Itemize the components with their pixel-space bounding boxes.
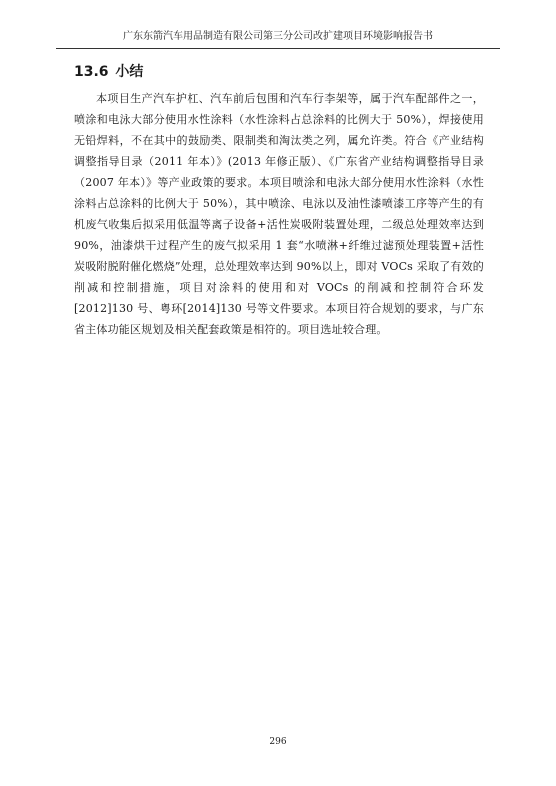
section-heading [74, 62, 484, 82]
page-number: 296 [269, 737, 287, 747]
summary-paragraph: 本项目生产汽车护杠、汽车前后包围和汽车行李架等，属于汽车配部件之一，喷涂和电泳大部分使用水性涂料（水性涂料占总涂料的比例大于 50%），焊接使用无铅焊料，不在其中的鼓励类、限制类和淘汰类之列，属允许类。符合《产业结构调整指导目录（2011 年本）》(2013 年修正版）、《广东省产业结构调整指导目录（2007 年本）》等产业政策的要求。本项目喷涂和电泳大部分使用水性涂料（水性涂料占总涂料的比例大于 50%），其中喷涂、电泳以及油性漆喷漆工序等产生的有机废气收集后拟采用低温等离子设备+活性炭吸附装置处理，二级总处理效率达到 90%，油漆烘干过程产生的废气拟采用 1 套“水喷淋+纤维过滤预处理装置+活性炭吸附脱附催化燃烧”处理，总处理效率达到 90%以上，即对 VOCs 采取了有效的削减和控制措施，项目对涂料的使用和对 VOCs 的削减和控制符合环发[2012]130 号、粤环[2014]130 号等文件要求。本项目符合规划的要求，与广东省主体功能区规划及相关配套政策是相符的。项目选址较合理。 [74, 92, 484, 336]
document-body [74, 62, 484, 340]
page-header [56, 28, 500, 49]
section-title: 小结 [115, 64, 144, 80]
section-number: 13.6 [74, 64, 109, 80]
page-header-text: 广东东箭汽车用品制造有限公司第三分公司改扩建项目环境影响报告书 [123, 31, 433, 42]
